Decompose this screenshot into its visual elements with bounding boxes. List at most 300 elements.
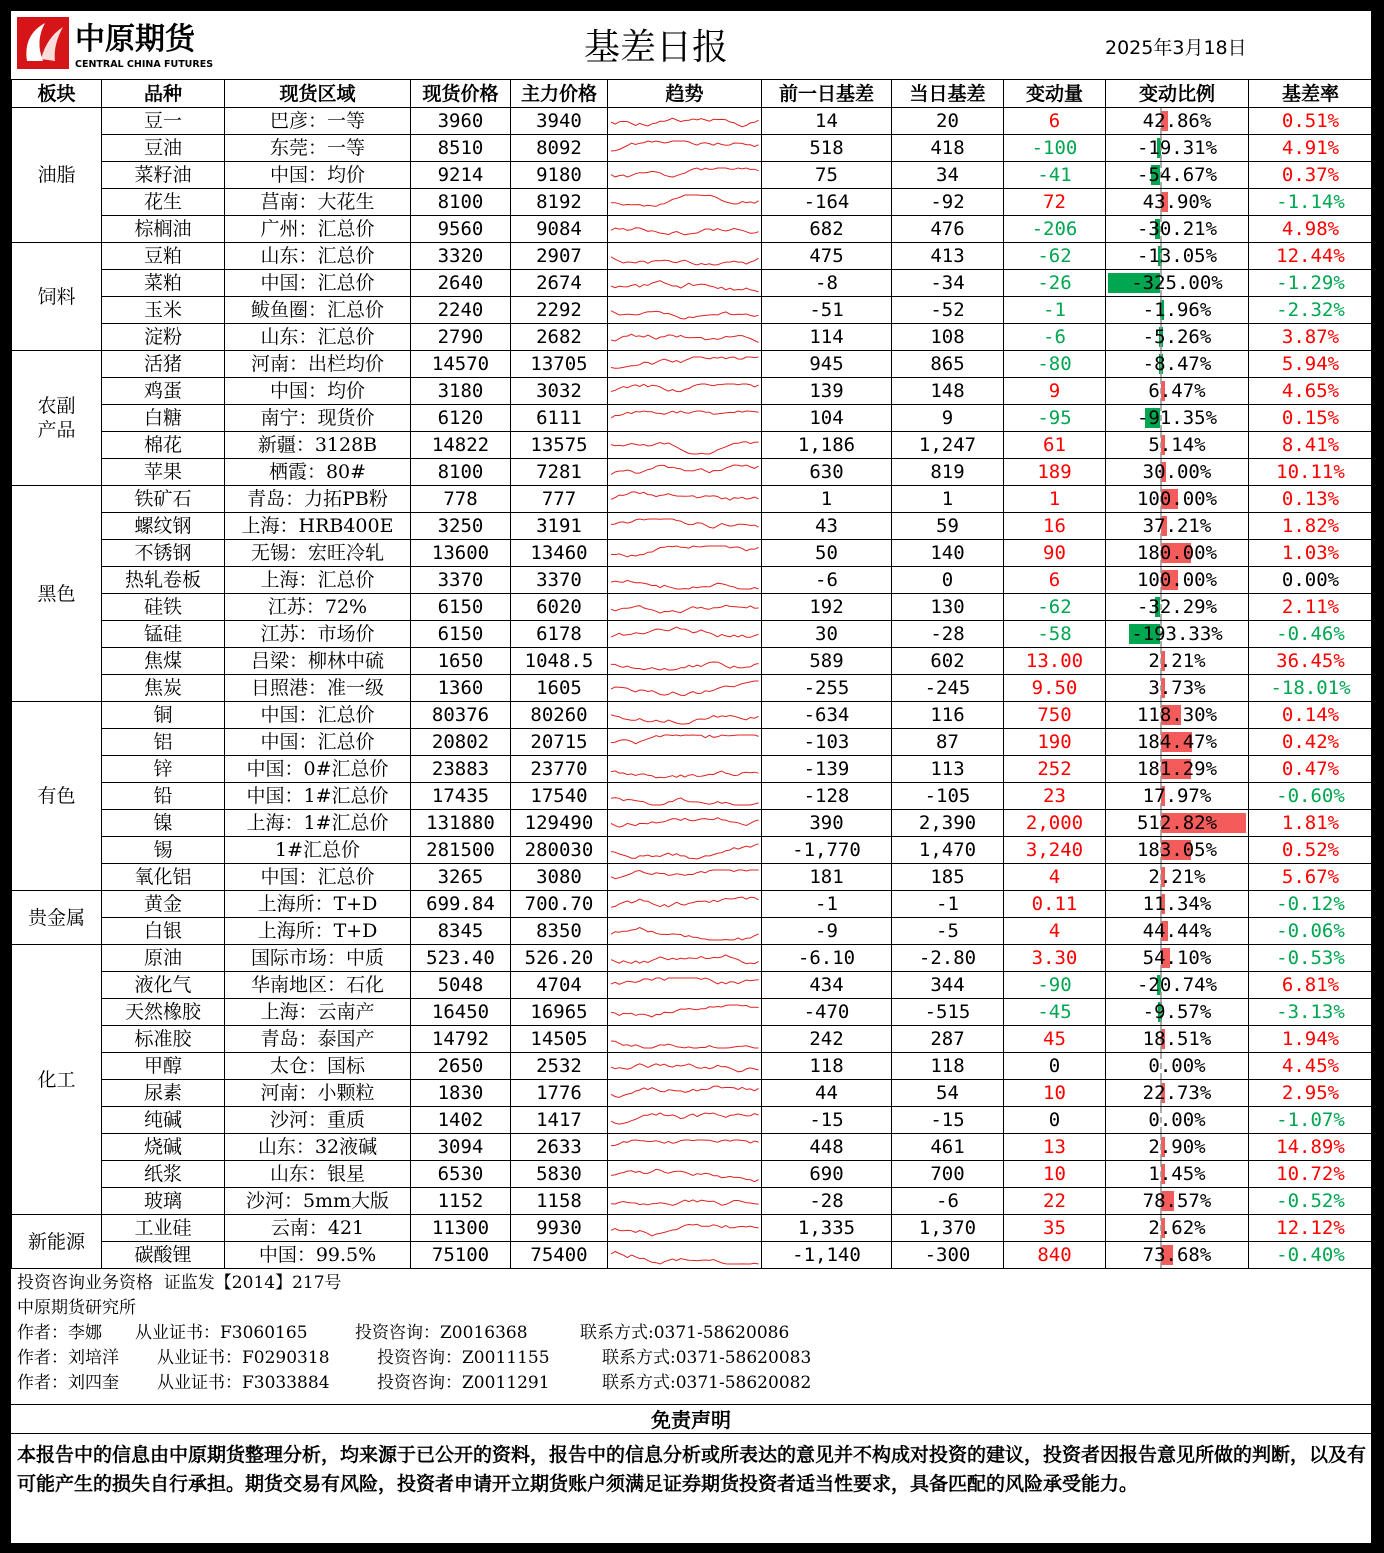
prev-basis-cell: -9 — [762, 918, 892, 945]
cur-basis-cell: -6 — [892, 1188, 1004, 1215]
change-pct-cell — [1106, 1242, 1249, 1269]
item-cell: 白银 — [102, 918, 225, 945]
spot-price-cell: 281500 — [411, 837, 511, 864]
trend-cell — [608, 999, 762, 1026]
prev-basis-cell: 114 — [762, 324, 892, 351]
spot-price-cell: 20802 — [411, 729, 511, 756]
cur-basis-cell: 9 — [892, 405, 1004, 432]
change-cell: 189 — [1004, 459, 1106, 486]
region-cell: 河南：小颗粒 — [225, 1080, 411, 1107]
trend-sparkline — [611, 894, 759, 916]
prev-basis-cell: -1 — [762, 891, 892, 918]
change-pct-text: 22.73% — [1142, 1082, 1212, 1104]
main-price-cell: 9930 — [511, 1215, 608, 1242]
cur-basis-cell: 819 — [892, 459, 1004, 486]
change-pct-text: -20.74% — [1136, 974, 1218, 996]
author-line — [11, 1321, 1371, 1346]
trend-sparkline — [611, 921, 759, 943]
item-cell: 铜 — [102, 702, 225, 729]
region-cell: 中国：均价 — [225, 378, 411, 405]
sector-cell: 新能源 — [12, 1215, 102, 1269]
region-cell: 上海：HRB400E — [225, 513, 411, 540]
main-price-cell: 2532 — [511, 1053, 608, 1080]
change-pct-cell — [1106, 1026, 1249, 1053]
prev-basis-cell: -139 — [762, 756, 892, 783]
region-cell: 青岛：力拓PB粉 — [225, 486, 411, 513]
author-line — [11, 1371, 1371, 1396]
item-cell: 液化气 — [102, 972, 225, 999]
table-row — [12, 297, 1373, 324]
author-contact: 联系方式:0371-58620083 — [602, 1348, 812, 1368]
sector-cell: 油脂 — [12, 108, 102, 243]
change-pct-cell — [1106, 729, 1249, 756]
change-pct-cell — [1106, 567, 1249, 594]
table-row — [12, 972, 1373, 999]
prev-basis-cell: 104 — [762, 405, 892, 432]
author-line — [11, 1346, 1371, 1371]
trend-cell — [608, 378, 762, 405]
prev-basis-cell: 50 — [762, 540, 892, 567]
spot-price-cell: 16450 — [411, 999, 511, 1026]
table-row — [12, 378, 1373, 405]
cur-basis-cell: 1,470 — [892, 837, 1004, 864]
change-pct-text: 180.00% — [1136, 542, 1218, 564]
basis-rate-cell: 2.11% — [1249, 594, 1373, 621]
region-cell: 莒南：大花生 — [225, 189, 411, 216]
prev-basis-cell: 518 — [762, 135, 892, 162]
change-pct-cell — [1106, 864, 1249, 891]
cur-basis-cell: -245 — [892, 675, 1004, 702]
author-consult: 投资咨询：Z0016368 — [355, 1323, 528, 1343]
spot-price-cell: 9214 — [411, 162, 511, 189]
change-pct-text: -1.96% — [1142, 299, 1212, 321]
main-price-cell: 13705 — [511, 351, 608, 378]
cur-basis-cell: 116 — [892, 702, 1004, 729]
column-header: 前一日基差 — [762, 80, 892, 108]
item-cell: 纸浆 — [102, 1161, 225, 1188]
table-row — [12, 1134, 1373, 1161]
basis-rate-cell: 0.37% — [1249, 162, 1373, 189]
table-row — [12, 1161, 1373, 1188]
cur-basis-cell: -1 — [892, 891, 1004, 918]
region-cell: 上海：汇总价 — [225, 567, 411, 594]
item-cell: 标准胶 — [102, 1026, 225, 1053]
spot-price-cell: 2790 — [411, 324, 511, 351]
main-price-cell: 8350 — [511, 918, 608, 945]
basis-rate-cell: -2.32% — [1249, 297, 1373, 324]
trend-cell — [608, 162, 762, 189]
change-pct-cell — [1106, 1188, 1249, 1215]
trend-cell — [608, 1053, 762, 1080]
table-row — [12, 810, 1373, 837]
author-contact: 联系方式:0371-58620086 — [580, 1323, 790, 1343]
sector-cell: 黑色 — [12, 486, 102, 702]
change-cell: 90 — [1004, 540, 1106, 567]
item-cell: 花生 — [102, 189, 225, 216]
cur-basis-cell: 20 — [892, 108, 1004, 135]
footer-info — [11, 1271, 1371, 1396]
region-cell: 巴彦：一等 — [225, 108, 411, 135]
table-row — [12, 648, 1373, 675]
item-cell: 白糖 — [102, 405, 225, 432]
basis-rate-cell: 0.14% — [1249, 702, 1373, 729]
trend-cell — [608, 270, 762, 297]
change-pct-text: 181.29% — [1136, 758, 1218, 780]
item-cell: 玻璃 — [102, 1188, 225, 1215]
region-cell: 上海所：T+D — [225, 891, 411, 918]
spot-price-cell: 8100 — [411, 189, 511, 216]
cur-basis-cell: -15 — [892, 1107, 1004, 1134]
basis-rate-cell: 12.44% — [1249, 243, 1373, 270]
page-title: 基差日报 — [583, 27, 728, 68]
trend-sparkline — [611, 300, 759, 322]
basis-rate-cell: -3.13% — [1249, 999, 1373, 1026]
main-price-cell: 13575 — [511, 432, 608, 459]
cur-basis-cell: 118 — [892, 1053, 1004, 1080]
region-cell: 山东：银星 — [225, 1161, 411, 1188]
trend-sparkline — [611, 354, 759, 376]
change-pct-text: -13.05% — [1136, 245, 1218, 267]
change-pct-text: 73.68% — [1142, 1244, 1212, 1266]
region-cell: 沙河：5mm大版 — [225, 1188, 411, 1215]
main-price-cell: 2292 — [511, 297, 608, 324]
basis-rate-cell: 10.11% — [1249, 459, 1373, 486]
change-cell: 0 — [1004, 1053, 1106, 1080]
item-cell: 锰硅 — [102, 621, 225, 648]
sector-cell: 农副 产品 — [12, 351, 102, 486]
table-row — [12, 945, 1373, 972]
prev-basis-cell: -128 — [762, 783, 892, 810]
trend-sparkline — [611, 867, 759, 889]
basis-rate-cell: 4.91% — [1249, 135, 1373, 162]
change-pct-text: 43.90% — [1142, 191, 1212, 213]
change-cell: -90 — [1004, 972, 1106, 999]
trend-cell — [608, 324, 762, 351]
change-cell: -80 — [1004, 351, 1106, 378]
item-cell: 碳酸锂 — [102, 1242, 225, 1269]
trend-sparkline — [611, 165, 759, 187]
main-price-cell: 3940 — [511, 108, 608, 135]
change-pct-cell — [1106, 162, 1249, 189]
cur-basis-cell: -5 — [892, 918, 1004, 945]
change-cell: 10 — [1004, 1080, 1106, 1107]
region-cell: 华南地区：石化 — [225, 972, 411, 999]
table-row — [12, 999, 1373, 1026]
cur-basis-cell: 413 — [892, 243, 1004, 270]
trend-cell — [608, 891, 762, 918]
change-cell: 0 — [1004, 1107, 1106, 1134]
change-pct-cell — [1106, 621, 1249, 648]
change-pct-cell — [1106, 1107, 1249, 1134]
item-cell: 棕榈油 — [102, 216, 225, 243]
main-price-cell: 526.20 — [511, 945, 608, 972]
change-pct-text: 54.10% — [1142, 947, 1212, 969]
table-row — [12, 702, 1373, 729]
basis-rate-cell: 4.45% — [1249, 1053, 1373, 1080]
table-row — [12, 621, 1373, 648]
author-name: 作者：刘四奎 — [17, 1373, 119, 1393]
change-cell: -26 — [1004, 270, 1106, 297]
trend-sparkline — [611, 759, 759, 781]
item-cell: 镍 — [102, 810, 225, 837]
basis-rate-cell: 5.67% — [1249, 864, 1373, 891]
table-row — [12, 756, 1373, 783]
change-pct-text: 184.47% — [1136, 731, 1218, 753]
trend-sparkline — [611, 1083, 759, 1105]
cur-basis-cell: 418 — [892, 135, 1004, 162]
region-cell: 江苏：市场价 — [225, 621, 411, 648]
spot-price-cell: 13600 — [411, 540, 511, 567]
change-pct-cell — [1106, 1215, 1249, 1242]
table-row — [12, 162, 1373, 189]
change-pct-cell — [1106, 999, 1249, 1026]
region-cell: 山东：汇总价 — [225, 324, 411, 351]
spot-price-cell: 6150 — [411, 621, 511, 648]
spot-price-cell: 11300 — [411, 1215, 511, 1242]
cur-basis-cell: -2.80 — [892, 945, 1004, 972]
region-cell: 中国：汇总价 — [225, 729, 411, 756]
column-header: 现货价格 — [411, 80, 511, 108]
change-cell: 1 — [1004, 486, 1106, 513]
change-cell: -41 — [1004, 162, 1106, 189]
column-header: 品种 — [102, 80, 225, 108]
region-cell: 山东：32液碱 — [225, 1134, 411, 1161]
column-header: 变动量 — [1004, 80, 1106, 108]
logo-english-text: CENTRAL CHINA FUTURES — [75, 59, 214, 70]
change-pct-text: -325.00% — [1131, 272, 1223, 294]
cur-basis-cell: -515 — [892, 999, 1004, 1026]
change-pct-cell — [1106, 810, 1249, 837]
change-cell: 72 — [1004, 189, 1106, 216]
change-pct-cell — [1106, 243, 1249, 270]
table-row — [12, 270, 1373, 297]
change-pct-text: -54.67% — [1136, 164, 1218, 186]
basis-rate-cell: 36.45% — [1249, 648, 1373, 675]
main-price-cell: 3370 — [511, 567, 608, 594]
prev-basis-cell: 242 — [762, 1026, 892, 1053]
region-cell: 中国：汇总价 — [225, 702, 411, 729]
spot-price-cell: 8345 — [411, 918, 511, 945]
author-cert: 从业证书：F3060165 — [135, 1323, 308, 1343]
table-row — [12, 513, 1373, 540]
item-cell: 豆粕 — [102, 243, 225, 270]
qualification-line: 投资咨询业务资格 证监发【2014】217号 — [17, 1273, 342, 1293]
table-row — [12, 783, 1373, 810]
prev-basis-cell: 1,335 — [762, 1215, 892, 1242]
table-row — [12, 567, 1373, 594]
change-pct-text: 0.00% — [1148, 1109, 1206, 1131]
change-pct-cell — [1106, 945, 1249, 972]
change-cell: 61 — [1004, 432, 1106, 459]
region-cell: 青岛：泰国产 — [225, 1026, 411, 1053]
cur-basis-cell: -52 — [892, 297, 1004, 324]
main-price-cell: 8192 — [511, 189, 608, 216]
change-cell: 9.50 — [1004, 675, 1106, 702]
change-pct-text: -9.57% — [1142, 1001, 1212, 1023]
main-price-cell: 1417 — [511, 1107, 608, 1134]
trend-cell — [608, 810, 762, 837]
trend-sparkline — [611, 840, 759, 862]
prev-basis-cell: 475 — [762, 243, 892, 270]
item-cell: 工业硅 — [102, 1215, 225, 1242]
spot-price-cell: 1402 — [411, 1107, 511, 1134]
spot-price-cell: 9560 — [411, 216, 511, 243]
cur-basis-cell: -300 — [892, 1242, 1004, 1269]
basis-rate-cell: 10.72% — [1249, 1161, 1373, 1188]
authors-list — [11, 1321, 1371, 1396]
prev-basis-cell: 589 — [762, 648, 892, 675]
change-pct-cell — [1106, 108, 1249, 135]
main-price-cell: 2633 — [511, 1134, 608, 1161]
change-pct-cell — [1106, 135, 1249, 162]
prev-basis-cell: 1,186 — [762, 432, 892, 459]
change-cell: 750 — [1004, 702, 1106, 729]
change-pct-cell — [1106, 675, 1249, 702]
trend-sparkline — [611, 678, 759, 700]
table-row — [12, 189, 1373, 216]
prev-basis-cell: 75 — [762, 162, 892, 189]
basis-rate-cell: 14.89% — [1249, 1134, 1373, 1161]
main-price-cell: 280030 — [511, 837, 608, 864]
prev-basis-cell: 118 — [762, 1053, 892, 1080]
basis-rate-cell: 0.52% — [1249, 837, 1373, 864]
change-pct-cell — [1106, 405, 1249, 432]
spot-price-cell: 80376 — [411, 702, 511, 729]
change-pct-text: 183.05% — [1136, 839, 1218, 861]
region-cell: 中国：汇总价 — [225, 270, 411, 297]
main-price-cell: 3032 — [511, 378, 608, 405]
table-row — [12, 1188, 1373, 1215]
trend-cell — [608, 567, 762, 594]
cur-basis-cell: 344 — [892, 972, 1004, 999]
report-date: 2025年3月18日 — [1105, 37, 1247, 59]
item-cell: 菜籽油 — [102, 162, 225, 189]
change-pct-cell — [1106, 351, 1249, 378]
change-pct-text: 17.97% — [1142, 785, 1212, 807]
trend-cell — [608, 945, 762, 972]
change-pct-cell — [1106, 432, 1249, 459]
main-price-cell: 1605 — [511, 675, 608, 702]
spot-price-cell: 1830 — [411, 1080, 511, 1107]
trend-cell — [608, 594, 762, 621]
prev-basis-cell: -470 — [762, 999, 892, 1026]
basis-rate-cell: -0.46% — [1249, 621, 1373, 648]
change-cell: 6 — [1004, 567, 1106, 594]
change-cell: -62 — [1004, 594, 1106, 621]
table-row — [12, 405, 1373, 432]
change-cell: 9 — [1004, 378, 1106, 405]
spot-price-cell: 131880 — [411, 810, 511, 837]
item-cell: 锡 — [102, 837, 225, 864]
basis-rate-cell: -0.12% — [1249, 891, 1373, 918]
trend-sparkline — [611, 732, 759, 754]
spot-price-cell: 8510 — [411, 135, 511, 162]
trend-cell — [608, 1026, 762, 1053]
basis-rate-cell: -0.06% — [1249, 918, 1373, 945]
table-row — [12, 432, 1373, 459]
basis-rate-cell: -0.60% — [1249, 783, 1373, 810]
prev-basis-cell: 448 — [762, 1134, 892, 1161]
table-row — [12, 324, 1373, 351]
cur-basis-cell: 1,370 — [892, 1215, 1004, 1242]
basis-rate-cell: 6.81% — [1249, 972, 1373, 999]
spot-price-cell: 14822 — [411, 432, 511, 459]
main-price-cell: 8092 — [511, 135, 608, 162]
trend-cell — [608, 972, 762, 999]
author-name: 作者：李娜 — [17, 1323, 102, 1343]
trend-sparkline — [611, 1137, 759, 1159]
main-price-cell: 2682 — [511, 324, 608, 351]
spot-price-cell: 3320 — [411, 243, 511, 270]
cur-basis-cell: -28 — [892, 621, 1004, 648]
basis-rate-cell: 0.51% — [1249, 108, 1373, 135]
main-price-cell: 9084 — [511, 216, 608, 243]
prev-basis-cell: 690 — [762, 1161, 892, 1188]
change-pct-text: 512.82% — [1136, 812, 1218, 834]
basis-rate-cell: 2.95% — [1249, 1080, 1373, 1107]
prev-basis-cell: 14 — [762, 108, 892, 135]
item-cell: 玉米 — [102, 297, 225, 324]
trend-cell — [608, 351, 762, 378]
change-pct-cell — [1106, 189, 1249, 216]
cur-basis-cell: -92 — [892, 189, 1004, 216]
cur-basis-cell: 476 — [892, 216, 1004, 243]
change-pct-text: -32.29% — [1136, 596, 1218, 618]
trend-sparkline — [611, 786, 759, 808]
trend-cell — [608, 297, 762, 324]
spot-price-cell: 6150 — [411, 594, 511, 621]
change-cell: 190 — [1004, 729, 1106, 756]
change-cell: 2,000 — [1004, 810, 1106, 837]
change-cell: 4 — [1004, 864, 1106, 891]
trend-sparkline — [611, 516, 759, 538]
cur-basis-cell: 87 — [892, 729, 1004, 756]
change-cell: 0.11 — [1004, 891, 1106, 918]
change-pct-text: 2.90% — [1148, 1136, 1206, 1158]
trend-cell — [608, 756, 762, 783]
trend-sparkline — [611, 975, 759, 997]
cur-basis-cell: 113 — [892, 756, 1004, 783]
region-cell: 1#汇总价 — [225, 837, 411, 864]
change-pct-text: 2.62% — [1148, 1217, 1206, 1239]
basis-rate-cell: 1.82% — [1249, 513, 1373, 540]
basis-rate-cell: 0.13% — [1249, 486, 1373, 513]
sector-cell: 化工 — [12, 945, 102, 1215]
table-row — [12, 675, 1373, 702]
basis-rate-cell: -1.29% — [1249, 270, 1373, 297]
trend-sparkline — [611, 1191, 759, 1213]
trend-sparkline — [611, 111, 759, 133]
main-price-cell: 6178 — [511, 621, 608, 648]
spot-price-cell: 75100 — [411, 1242, 511, 1269]
table-row — [12, 1107, 1373, 1134]
prev-basis-cell: -51 — [762, 297, 892, 324]
main-price-cell: 1776 — [511, 1080, 608, 1107]
basis-rate-cell: 4.98% — [1249, 216, 1373, 243]
trend-sparkline — [611, 327, 759, 349]
cur-basis-cell: 108 — [892, 324, 1004, 351]
change-pct-text: 30.00% — [1142, 461, 1212, 483]
change-pct-cell — [1106, 756, 1249, 783]
trend-sparkline — [611, 1164, 759, 1186]
main-price-cell: 1158 — [511, 1188, 608, 1215]
basis-rate-cell: 0.00% — [1249, 567, 1373, 594]
trend-cell — [608, 513, 762, 540]
table-header-row — [12, 80, 1373, 108]
basis-rate-cell: -0.40% — [1249, 1242, 1373, 1269]
basis-rate-cell: 0.47% — [1249, 756, 1373, 783]
item-cell: 原油 — [102, 945, 225, 972]
